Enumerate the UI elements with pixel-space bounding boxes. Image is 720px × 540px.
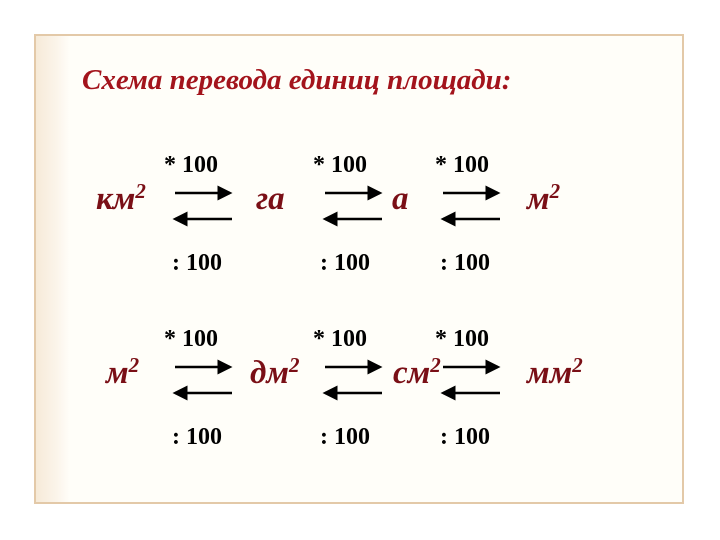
unit-km2: $км^2$ — [96, 179, 146, 217]
unit-m2: $м^2$ — [527, 179, 561, 217]
divide-label: : 100 — [440, 250, 490, 276]
slide-title: Схема перевода единиц площади: — [82, 64, 512, 96]
multiply-label: * 100 — [313, 152, 367, 178]
unit-dm2: $дм^2$ — [250, 353, 300, 391]
unit-m2: $м^2$ — [106, 353, 140, 391]
multiply-label: * 100 — [164, 152, 218, 178]
unit-mm2: $мм^2$ — [527, 353, 583, 391]
unit-a: а — [392, 181, 409, 217]
multiply-label: * 100 — [313, 326, 367, 352]
unit-ga: га — [256, 181, 285, 217]
divide-label: : 100 — [320, 250, 370, 276]
divide-label: : 100 — [172, 424, 222, 450]
divide-label: : 100 — [440, 424, 490, 450]
multiply-label: * 100 — [435, 326, 489, 352]
unit-cm2: $см^2$ — [393, 353, 441, 391]
divide-label: : 100 — [320, 424, 370, 450]
divide-label: : 100 — [172, 250, 222, 276]
multiply-label: * 100 — [435, 152, 489, 178]
multiply-label: * 100 — [164, 326, 218, 352]
